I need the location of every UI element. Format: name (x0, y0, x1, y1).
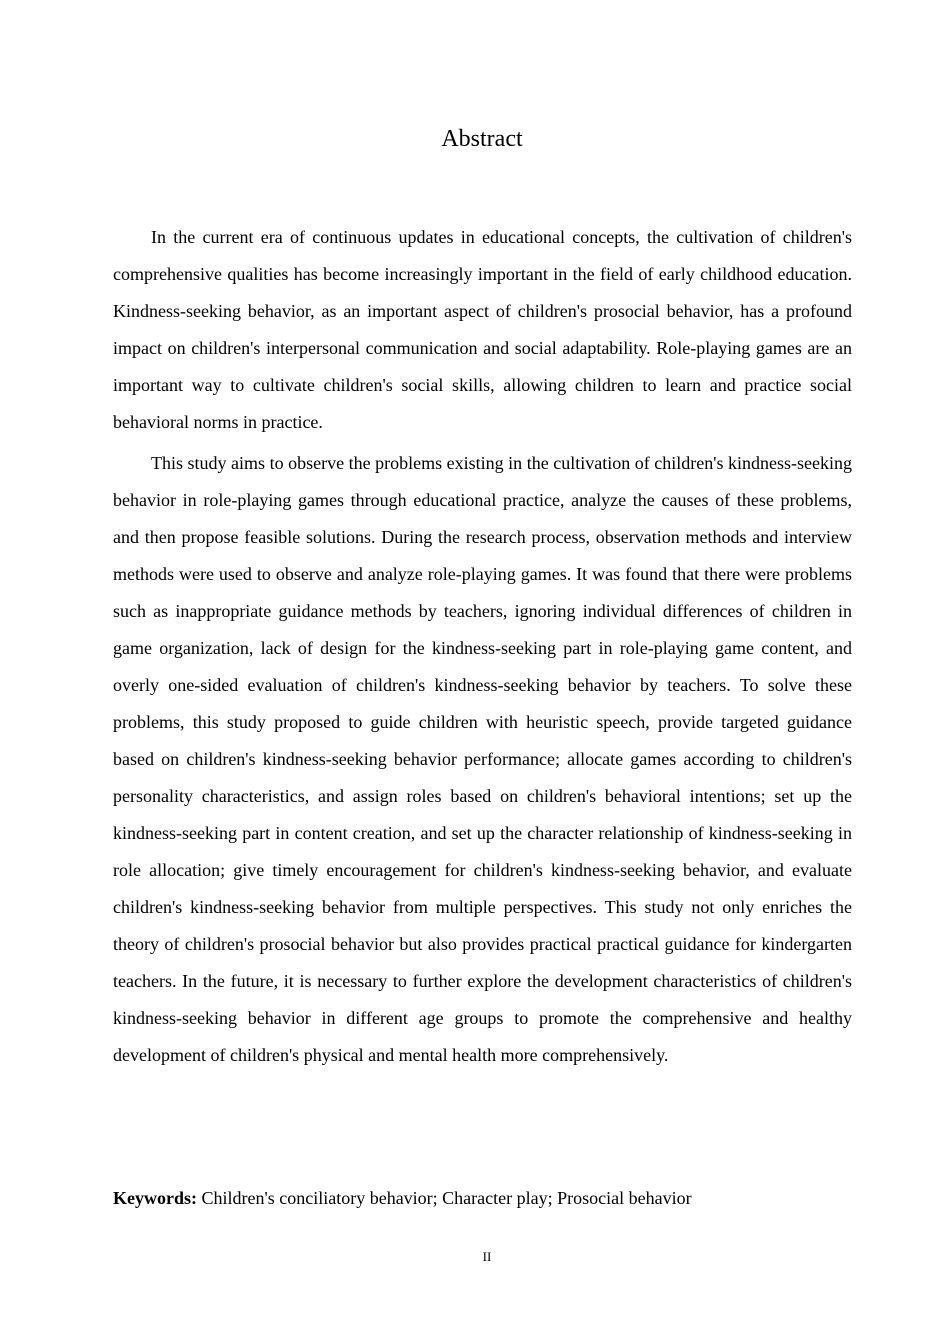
keywords-label: Keywords: (113, 1188, 197, 1208)
keywords-text: Children's conciliatory behavior; Character play; Prosocial behavior (201, 1188, 692, 1208)
abstract-title: Abstract (441, 126, 523, 152)
abstract-paragraph-1: In the current era of continuous updates in educational concepts, the cultivation of children's comprehensive qualities has become increasingly important in the field of early childhood education. Kindness-seeking behavior, as an important aspect of children's prosocial behavior, has a profound impact on children's interpersonal communication and social adaptability. Role-playing games are an important way to cultivate children's social skills, allowing children to learn and practice social behavioral norms in practice. (113, 227, 852, 432)
abstract-body (113, 219, 852, 1078)
keywords-line (113, 1180, 852, 1217)
page-number: II (482, 1249, 492, 1264)
abstract-paragraph-2: This study aims to observe the problems existing in the cultivation of children's kindness-seeking behavior in role-playing games through educational practice, analyze the causes of these problems, and then propose feasible solutions. During the research process, observation methods and interview methods were used to observe and analyze role-playing games. It was found that there were problems such as inappropriate guidance methods by teachers, ignoring individual differences of children in game organization, lack of design for the kindness-seeking part in role-playing game content, and overly one-sided evaluation of children's kindness-seeking behavior by teachers. To solve these problems, this study proposed to guide children with heuristic speech, provide targeted guidance based on children's kindness-seeking behavior performance; allocate games according to children's personality characteristics, and assign roles based on children's behavioral intentions; set up the kindness-seeking part in content creation, and set up the character relationship of kindness-seeking in role allocation; give timely encouragement for children's kindness-seeking behavior, and evaluate children's kindness-seeking behavior from multiple perspectives. This study not only enriches the theory of children's prosocial behavior but also provides practical practical guidance for kindergarten teachers. In the future, it is necessary to further explore the development characteristics of children's kindness-seeking behavior in different age groups to promote the comprehensive and healthy development of children's physical and mental health more comprehensively. (113, 453, 852, 1065)
